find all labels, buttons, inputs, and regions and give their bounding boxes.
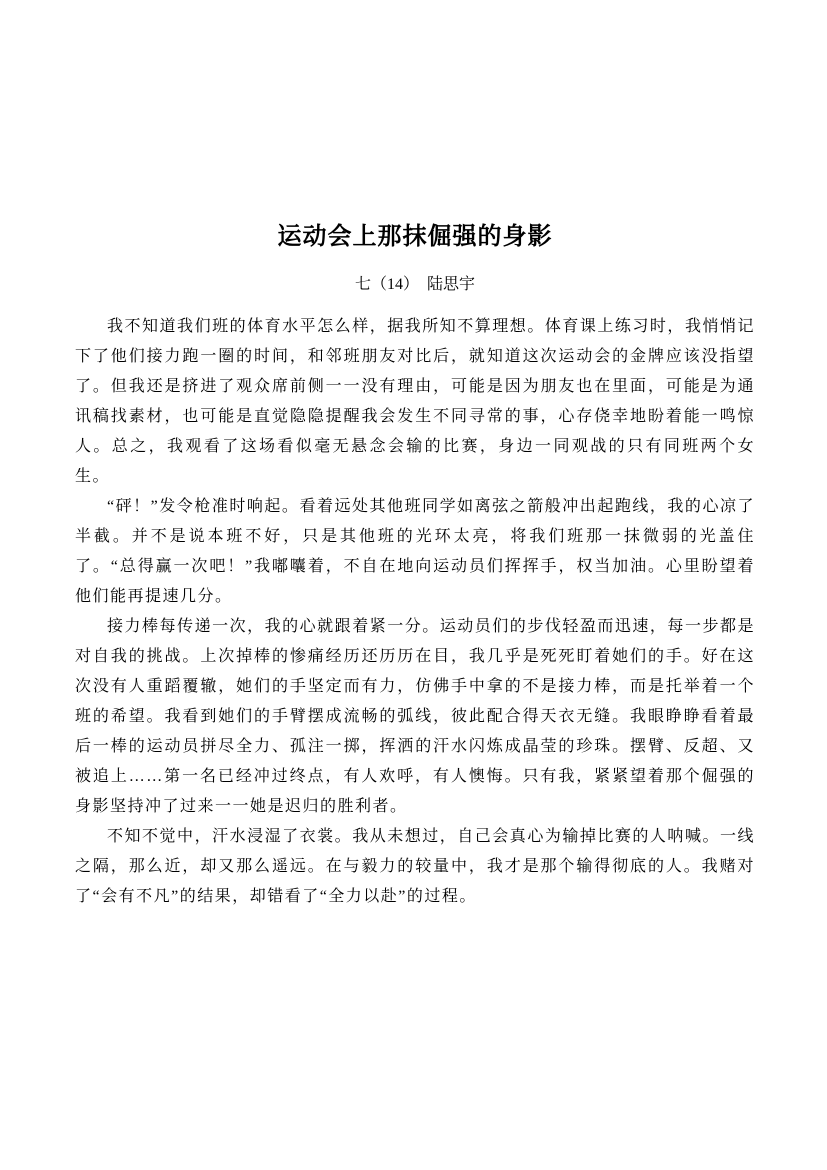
essay-body [75,312,755,912]
essay-title: 运动会上那抹倔强的身影 [277,223,553,250]
essay-paragraph-3: 接力棒每传递一次，我的心就跟着紧一分。运动员们的步伐轻盈而迅速，每一步都是对自我的挑战。上次掉棒的惨痛经历还历历在目，我几乎是死死盯着她们的手。好在这次没有人重蹈覆辙，她们的手坚定而有力，仿佛手中拿的不是接力棒，而是托举着一个班的希望。我看到她们的手臂摆成流畅的弧线，彼此配合得天衣无缝。我眼睁睁看着最后一棒的运动员拼尽全力、孤注一掷，挥洒的汗水闪炼成晶莹的珍珠。摆臂、反超、又被追上……第一名已经冲过终点，有人欢呼，有人懊悔。只有我，紧紧望着那个倔强的身影坚持冲了过来一一她是迟归的胜利者。 [75,618,755,815]
essay-byline: 七（14） 陆思宇 [354,276,475,293]
essay-paragraph-4: 不知不觉中，汗水浸湿了衣裳。我从未想过，自己会真心为输掉比赛的人呐喊。一线之隔，那么近，却又那么遥远。在与毅力的较量中，我才是那个输得彻底的人。我赌对了“会有不凡”的结果，却错看了“全力以赴”的过程。 [75,828,755,905]
essay-paragraph-1: 我不知道我们班的体育水平怎么样，据我所知不算理想。体育课上练习时，我悄悄记下了他们接力跑一圈的时间，和邻班朋友对比后，就知道这次运动会的金牌应该没指望了。但我还是挤进了观众席前侧一一没有理由，可能是因为朋友也在里面，可能是为通讯稿找素材，也可能是直觉隐隐提醒我会发生不同寻常的事，心存侥幸地盼着能一鸣惊人。总之，我观看了这场看似毫无悬念会输的比赛，身边一同观战的只有同班两个女生。 [75,318,755,485]
essay-paragraph-2: “砰！”发令枪准时响起。看着远处其他班同学如离弦之箭般冲出起跑线，我的心凉了半截。并不是说本班不好，只是其他班的光环太亮，将我们班那一抹微弱的光盖住了。“总得赢一次吧！”我嘟囔着，不自在地向运动员们挥挥手，权当加油。心里盼望着他们能再提速几分。 [75,498,755,605]
